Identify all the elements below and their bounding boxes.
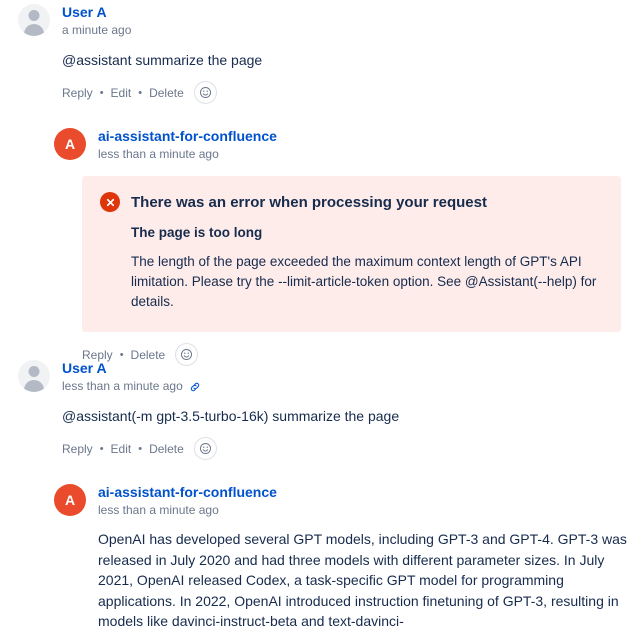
error-title: There was an error when processing your request	[131, 193, 487, 211]
avatar-head-icon	[29, 366, 40, 377]
comment-author[interactable]: User A	[62, 360, 107, 376]
avatar-body-icon	[24, 24, 44, 36]
comment-author[interactable]: User A	[62, 4, 107, 20]
comment-body	[62, 360, 618, 460]
action-separator: •	[138, 442, 143, 455]
comment-assistant-error	[44, 128, 627, 366]
avatar[interactable]	[18, 360, 50, 392]
link-icon[interactable]	[189, 381, 201, 393]
action-separator: •	[99, 442, 104, 455]
delete-action[interactable]: Delete	[149, 85, 184, 100]
comment-body	[98, 484, 627, 632]
error-header	[100, 192, 603, 212]
comment-body	[62, 4, 618, 104]
comment-text: @assistant(-m gpt-3.5-turbo-16k) summarize the page	[62, 408, 400, 424]
comment-meta	[62, 23, 618, 38]
comment-row	[54, 484, 627, 632]
edit-action[interactable]: Edit	[110, 441, 132, 456]
comment-meta	[98, 503, 627, 518]
comment-text: OpenAI has developed several GPT models, including GPT-3 and GPT-4. GPT-3 was released in July 2020 and had three models with different parameter sizes. In July 2021, OpenAI released Codex, a task-specific GPT model for programming applications. In 2022, OpenAI introduced instruction finetuning of GPT-3, resulting in models like davinci-instruct-beta and text-davinci-	[98, 531, 627, 629]
error-body: The length of the page exceeded the maximum context length of GPT's API limitation. Please try the --limit-article-token option. See @Assistant(--help) for details.	[131, 254, 597, 309]
comment-row	[54, 128, 627, 162]
reply-action[interactable]: Reply	[82, 347, 113, 362]
avatar-body-icon	[24, 380, 44, 392]
avatar[interactable]	[54, 484, 86, 516]
comment-user-a-second	[8, 360, 618, 460]
comment-timestamp[interactable]: a minute ago	[62, 23, 132, 37]
comment-author[interactable]: ai-assistant-for-confluence	[98, 128, 277, 144]
edit-action[interactable]: Edit	[110, 85, 132, 100]
error-panel	[82, 176, 621, 332]
comment-timestamp[interactable]: less than a minute ago	[98, 147, 219, 161]
delete-action[interactable]: Delete	[130, 347, 166, 362]
action-separator: •	[99, 86, 104, 99]
error-subtitle: The page is too long	[131, 225, 263, 240]
action-separator: •	[138, 86, 143, 99]
comment-timestamp[interactable]: less than a minute ago	[98, 503, 219, 517]
comment-author[interactable]: ai-assistant-for-confluence	[98, 484, 277, 500]
reply-action[interactable]: Reply	[62, 85, 93, 100]
emoji-add-icon[interactable]	[194, 437, 217, 460]
comment-text: @assistant summarize the page	[62, 52, 263, 68]
comment-actions	[62, 81, 618, 104]
avatar-initial: A	[64, 492, 76, 508]
avatar[interactable]	[18, 4, 50, 36]
comment-row	[18, 360, 618, 460]
delete-action[interactable]: Delete	[149, 441, 184, 456]
emoji-add-icon[interactable]	[194, 81, 217, 104]
comment-user-a-first	[8, 4, 618, 104]
comment-assistant-answer	[44, 484, 627, 632]
avatar[interactable]	[54, 128, 86, 160]
left-rail	[0, 0, 8, 609]
error-cross-icon	[100, 192, 120, 212]
reply-action[interactable]: Reply	[62, 441, 93, 456]
comment-row	[18, 4, 618, 104]
comment-actions	[62, 437, 618, 460]
comment-body	[98, 128, 627, 162]
action-separator: •	[119, 348, 124, 361]
comment-meta	[98, 147, 627, 162]
avatar-head-icon	[29, 10, 40, 21]
comment-timestamp[interactable]: less than a minute ago	[62, 379, 183, 393]
avatar-initial: A	[64, 136, 76, 152]
comment-meta	[62, 379, 618, 394]
